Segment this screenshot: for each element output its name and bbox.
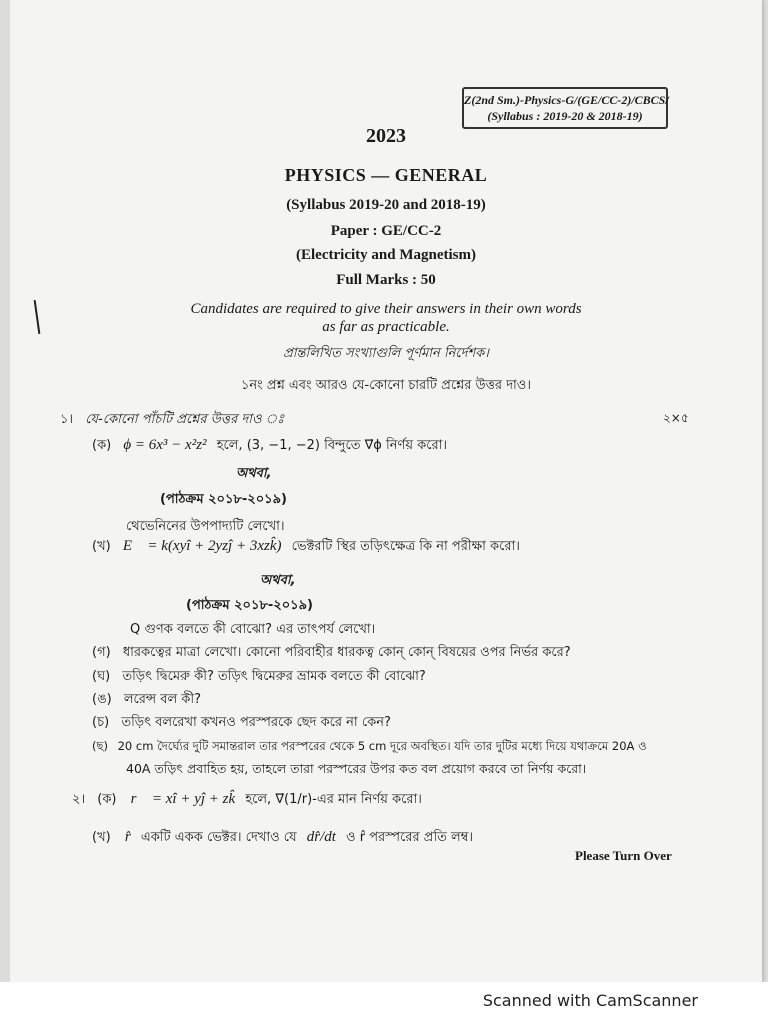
q2b [92, 828, 473, 849]
q1c-text: ধারকত্বের মাত্রা লেখো। কোনো পরিবাহীর ধারকত্ব কোন্ কোন্ বিষয়ের ওপর নির্ভর করে? [122, 645, 571, 660]
q1-number: ১। [60, 412, 74, 427]
q1b [92, 537, 520, 558]
q1g-label: (ছ) [92, 739, 108, 753]
scanner-watermark: Scanned with CamScanner [482, 991, 698, 1010]
q1-syllabus-2: (পাঠক্রম ২০১৮-২০১৯) [186, 598, 313, 613]
exam-year: 2023 [366, 125, 406, 147]
q2a-label: (ক) [97, 792, 117, 807]
q2a-text: হলে, ∇⃗(1/r)-এর মান নির্ণয় করো। [245, 792, 422, 807]
paper-code-line2: (Syllabus : 2019-20 & 2018-19) [487, 109, 643, 123]
instruction-line2: as far as practicable. [322, 319, 450, 335]
bengali-answer-note: ১নং প্রশ্ন এবং আরও যে-কোনো চারটি প্রশ্নের উত্তর দাও। [240, 378, 532, 393]
q2a [72, 790, 422, 811]
q1-header [60, 410, 284, 431]
q1d [92, 667, 426, 688]
q1b-label: (খ) [92, 539, 111, 554]
q1b-math: E⃗ = k(xyî + 2yzĵ + 3xzk̂) [122, 538, 282, 554]
bengali-marks-note: প্রান্তলিখিত সংখ্যাগুলি পূর্ণমান নির্দেশক। [283, 346, 489, 361]
q2b-r-hat: r̂ [124, 829, 131, 845]
q2b-derivative: dr̂/dt [306, 829, 336, 845]
q1-marks: ২×৫ [663, 411, 689, 425]
exam-syllabus: (Syllabus 2019-20 and 2018-19) [286, 197, 486, 213]
q1e-text: লরেন্স বল কী? [123, 692, 202, 707]
q2b-text2: ও r̂ পরস্পরের প্রতি লম্ব। [346, 830, 474, 845]
q1a [92, 436, 447, 457]
q2a-math: r⃗ = xî + yĵ + zk̂ [130, 791, 236, 807]
exam-subject: PHYSICS — GENERAL [284, 165, 488, 185]
please-turn-over: Please Turn Over [575, 848, 672, 863]
q1c-label: (গ) [92, 645, 111, 660]
q1g-text-line2: 40A তড়িৎ প্রবাহিত হয়, তাহলে তারা পরস্পরের উপর কত বল প্রয়োগ করবে তা নির্ণয় করো। [126, 761, 587, 776]
q2-number: ২। [72, 792, 86, 807]
exam-paper: Paper : GE/CC-2 [330, 223, 442, 239]
full-marks: Full Marks : 50 [336, 272, 436, 288]
exam-sheet [10, 0, 762, 982]
q1f [92, 713, 391, 734]
q1f-label: (চ) [92, 715, 110, 730]
q1e [92, 690, 201, 711]
q1a-text: হলে, (3, −1, −2) বিন্দুতে ∇⃗ϕ নির্ণয় করো। [216, 438, 448, 453]
q1b-alternative: Q গুণক বলতে কী বোঝো? এর তাৎপর্য লেখো। [130, 622, 376, 637]
english-instruction [10, 300, 762, 336]
q1b-text: ভেক্টরটি স্থির তড়িৎক্ষেত্র কি না পরীক্ষা করো। [291, 539, 520, 554]
q1-or-2: অথবা, [260, 573, 296, 588]
q1g [92, 738, 647, 757]
q1c [92, 643, 571, 664]
paper-code-box [462, 87, 668, 129]
q1-or-1: অথবা, [236, 466, 272, 481]
q2b-text1: একটি একক ভেক্টর। দেখাও যে [140, 830, 297, 845]
q1a-math: ϕ = 6x³ − x²z² [123, 437, 207, 453]
exam-topic: (Electricity and Magnetism) [296, 247, 476, 263]
paper-code-line1: Z(2nd Sm.)-Physics-G/(GE/CC-2)/CBCS/ [464, 93, 669, 107]
q1d-text: তড়িৎ দ্বিমেরু কী? তড়িৎ দ্বিমেরুর ভ্রামক বলতে কী বোঝো? [122, 669, 426, 684]
q1-syllabus-1: (পাঠক্রম ২০১৮-২০১৯) [160, 492, 287, 507]
q2b-label: (খ) [92, 830, 111, 845]
q1a-label: (ক) [92, 438, 112, 453]
q1f-text: তড়িৎ বলরেখা কখনও পরস্পরকে ছেদ করে না কেন? [121, 715, 391, 730]
q1a-alternative: থেভেনিনের উপপাদ্যটি লেখো। [126, 519, 285, 534]
q1-intro: যে-কোনো পাঁচটি প্রশ্নের উত্তর দাও ঃ [85, 412, 285, 427]
q1g-text-line1: 20 cm দৈর্ঘ্যের দুটি সমান্তরাল তার পরস্পরের থেকে 5 cm দূরে অবস্থিত। যদি তার দুটির মধ্যে দিয়ে যথাক্রমে 20A ও [117, 739, 647, 753]
q1e-label: (ঙ) [92, 692, 112, 707]
instruction-line1: Candidates are required to give their answers in their own words [190, 301, 582, 317]
q1d-label: (ঘ) [92, 669, 111, 684]
